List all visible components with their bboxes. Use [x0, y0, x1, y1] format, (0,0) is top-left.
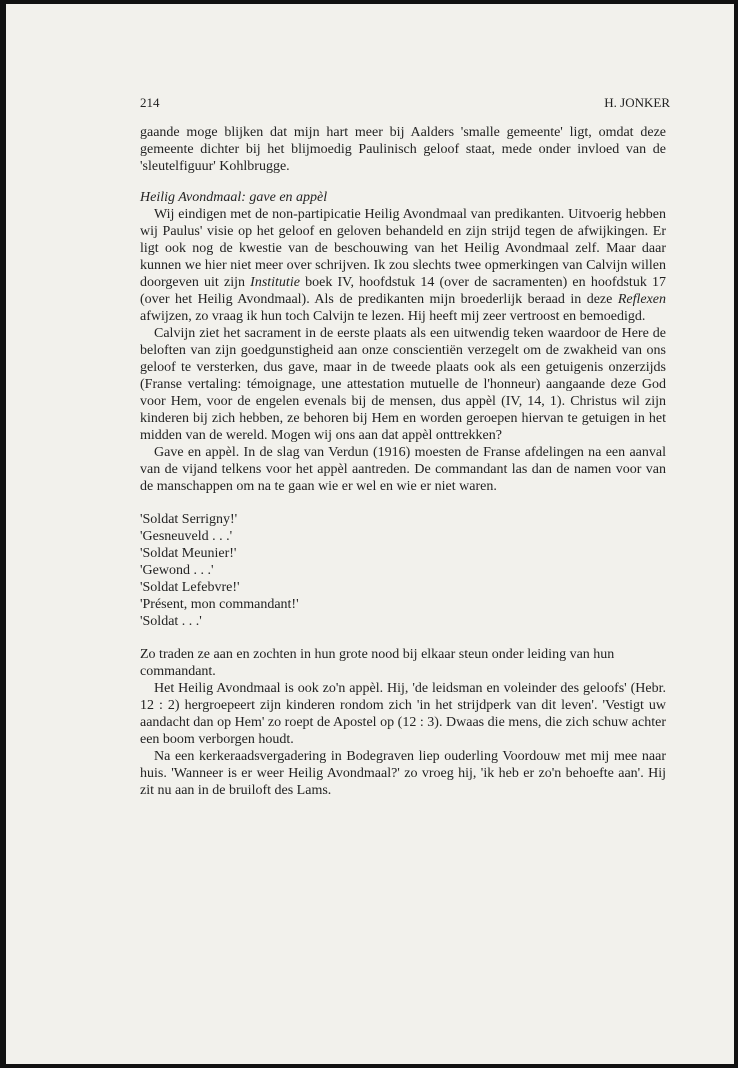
paragraph-7: Na een kerkeraadsvergadering in Bodegraven liep ouderling Voordouw met mij mee naar huis. 'Wanneer is er weer Heilig Avondmaal?' zo vroeg hij, 'ik heb er zo'n behoefte aan'. Hij zit nu aan in de bruiloft des Lams.: [140, 749, 666, 798]
paragraph-5: Zo traden ze aan en zochten in hun grote nood bij elkaar steun onder leiding van hun commandant.: [140, 647, 615, 679]
dialogue-line: 'Soldat Meunier!': [140, 546, 237, 561]
dialogue-line: 'Soldat . . .': [140, 614, 202, 629]
body-text: [140, 124, 666, 799]
dialogue-line: 'Gewond . . .': [140, 563, 214, 578]
work-title-reflexen: Reflexen: [617, 292, 666, 307]
running-header: [140, 95, 670, 111]
dialogue-block: [140, 511, 666, 630]
dialogue-line: 'Soldat Lefebvre!': [140, 580, 240, 595]
page-number: 214: [140, 95, 160, 110]
section-title: Heilig Avondmaal: gave en appèl: [140, 190, 328, 205]
paragraph-6: Het Heilig Avondmaal is ook zo'n appèl. Hij, 'de leidsman en voleinder des geloofs' (Hebr. 12 : 2) hergroepeert zijn kinderen rondom zich 'in het strijdperk van dit leven'. 'Vestigt uw aandacht dan op Hem' zo roept de Apostel op (12 : 3). Dwaas die mens, die zich schuw achter een boom verborgen houdt.: [140, 681, 666, 747]
paragraph-4: Gave en appèl. In de slag van Verdun (1916) moesten de Franse afdelingen na een aanval van de vijand telkens voor het appèl aantreden. De commandant las dan de namen voor van de manschappen om na te gaan wie er wel en wie er niet waren.: [140, 445, 666, 494]
dialogue-line: 'Présent, mon commandant!': [140, 597, 299, 612]
paragraph-1: gaande moge blijken dat mijn hart meer bij Aalders 'smalle gemeente' ligt, omdat deze gemeente dichter bij het blijmoedig Paulinisch geloof staat, mede onder invloed van de 'sleutelfiguur' Kohlbrugge.: [140, 125, 666, 174]
running-author: H. JONKER: [604, 95, 670, 110]
dialogue-line: 'Soldat Serrigny!': [140, 512, 238, 527]
paragraph-3: Calvijn ziet het sacrament in de eerste plaats als een uitwendig teken waardoor de Here de beloften van zijn goedgunstigheid aan onze conscientiën verzegelt om de zwakheid van ons geloof te versterken, dus gave, maar in de tweede plaats ook als een getuigenis onzerzijds (Franse vertaling: témoignage, une attestation mutuelle de l'honneur) aangaande deze God voor Hem, voor de engelen evenals bij de mensen, dus appèl (IV, 14, 1). Christus wil zijn kinderen bij zich hebben, ze behoren bij Hem en worden geroepen hiervan te getuigen in het midden van de wereld. Mogen wij ons aan dat appèl onttrekken?: [140, 326, 666, 443]
paragraph-2-part-b: boek IV, hoofdstuk 14 (over de sacramenten) en hoofdstuk 17 (over het Heilig Avondmaal). Als de predikanten mijn broederlijk beraad in deze: [140, 275, 667, 307]
paragraph-2-part-a: Wij eindigen met de non-partipicatie Heilig Avondmaal van predikanten. Uitvoerig hebben wij Paulus' visie op het geloof en geloven behandeld en zijn strijd tegen de afwijkingen. Er ligt ook nog de kwestie van de beschouwing van het Heilig Avondmaal zelf. Maar daar kunnen we hier niet meer over schrijven. Ik zou slechts twee opmerkingen van Calvijn willen doorgeven uit zijn: [140, 207, 666, 290]
work-title-institutie: Institutie: [250, 275, 300, 290]
dialogue-line: 'Gesneuveld . . .': [140, 529, 233, 544]
paragraph-2-part-c: afwijzen, zo vraag ik hun toch Calvijn te lezen. Hij heeft mij zeer vertroost en bemoedigd.: [140, 309, 646, 324]
paragraph-2: [140, 206, 666, 325]
